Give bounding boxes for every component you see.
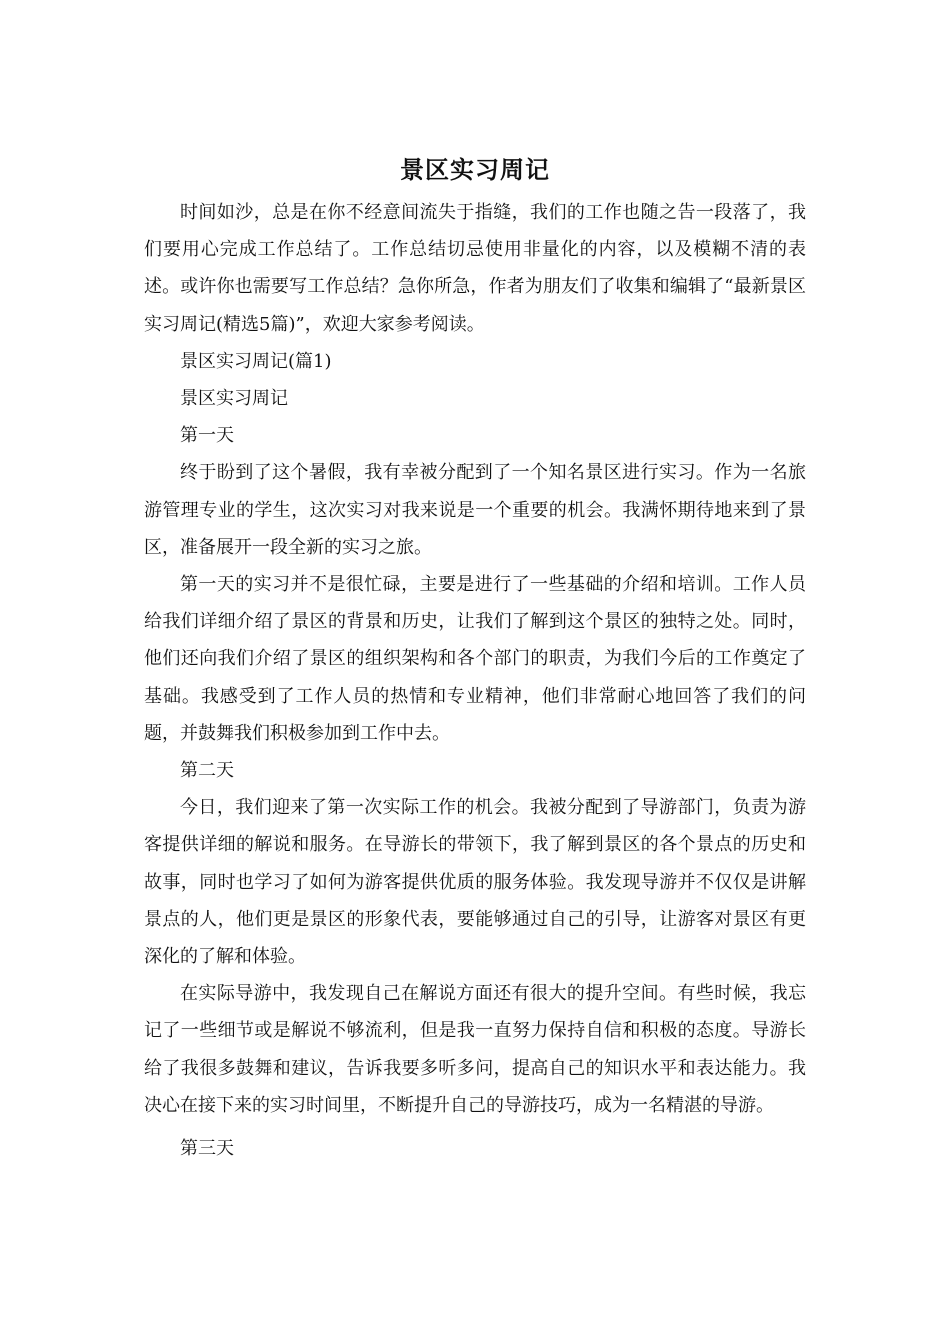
intro-paragraph: 时间如沙，总是在你不经意间流失于指缝，我们的工作也随之告一段落了，我们要用心完成工作总结了。工作总结切忌使用非量化的内容，以及模糊不清的表述。或许你也需要写工作总结？急你所急，作者为朋友们了收集和编辑了“最新景区实习周记(精选5篇)”，欢迎大家参考阅读。 [144, 202, 806, 335]
body-paragraph: 第一天的实习并不是很忙碌，主要是进行了一些基础的介绍和培训。工作人员给我们详细介绍了景区的背景和历史，让我们了解到这个景区的独特之处。同时，他们还向我们介绍了景区的组织架构和各个部门的职责，为我们今后的工作奠定了基础。我感受到了工作人员的热情和专业精神，他们非常耐心地回答了我们的问题，并鼓舞我们积极参加到工作中去。 [144, 574, 806, 744]
document-page [144, 148, 806, 1167]
section-heading: 景区实习周记(篇1) [180, 350, 332, 372]
day-heading: 第一天 [180, 425, 234, 447]
body-paragraph: 终于盼到了这个暑假，我有幸被分配到了一个知名景区进行实习。作为一名旅游管理专业的学生，这次实习对我来说是一个重要的机会。我满怀期待地来到了景区，准备展开一段全新的实习之旅。 [144, 462, 806, 558]
day-heading: 第三天 [180, 1138, 234, 1160]
document-title: 景区实习周记 [400, 156, 550, 184]
body-paragraph: 在实际导游中，我发现自己在解说方面还有很大的提升空间。有些时候，我忘记了一些细节或是解说不够流利，但是我一直努力保持自信和积极的态度。导游长给了我很多鼓舞和建议，告诉我要多听多问，提高自己的知识水平和表达能力。我决心在接下来的实习时间里，不断提升自己的导游技巧，成为一名精湛的导游。 [144, 983, 806, 1116]
day-heading: 第二天 [180, 760, 234, 782]
section-subheading: 景区实习周记 [180, 388, 288, 410]
body-paragraph: 今日，我们迎来了第一次实际工作的机会。我被分配到了导游部门，负责为游客提供详细的解说和服务。在导游长的带领下，我了解到景区的各个景点的历史和故事，同时也学习了如何为游客提供优质的服务体验。我发现导游并不仅仅是讲解景点的人，他们更是景区的形象代表，要能够通过自己的引导，让游客对景区有更深化的了解和体验。 [144, 797, 806, 968]
